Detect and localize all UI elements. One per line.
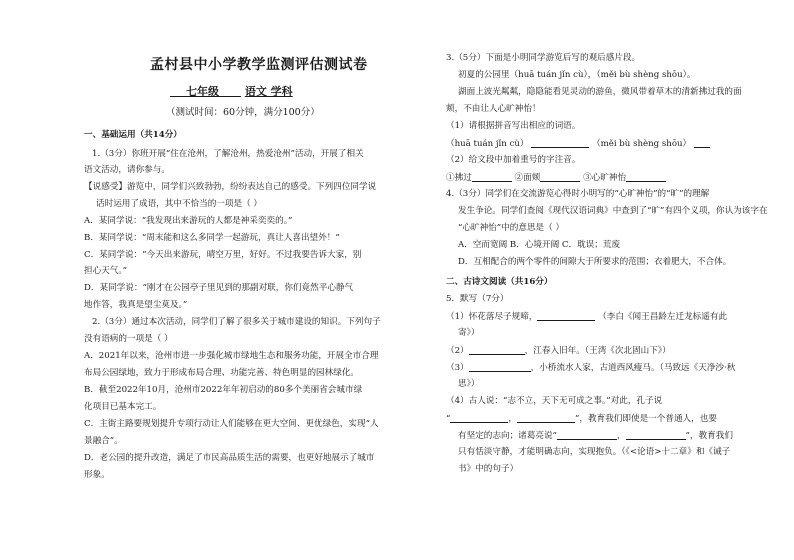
section1-heading: 一、基础运用（共14分）: [84, 130, 182, 140]
q3-line2: 初夏的公园里（huā tuán jǐn cù），（měi bù shèng shōu）。: [458, 70, 696, 80]
poem1-blank[interactable]: [537, 311, 595, 321]
q2-line1: 2.（3分）通过本次活动，同学们了解了很多关于城市建设的知识。下列句子: [92, 317, 381, 327]
subject-label: 语文 学科: [244, 85, 293, 98]
poem3-blank[interactable]: [469, 362, 531, 372]
poem2-blank[interactable]: [469, 345, 525, 355]
poem4-line1: （4）古人说：“志不立，天下无可成之事。”对此，孔子说: [446, 396, 663, 406]
poem3-source-end: 思》）: [458, 379, 480, 389]
q3-notation-line: [446, 172, 666, 184]
q1-line3: 【说感受】游览中，同学们兴致勃勃，纷纷表达自己的感受。下列四位同学说: [84, 182, 377, 192]
q1-option-b: B．某同学说：“周末能和这么多同学一起游玩，真让人喜出望外！”: [84, 233, 340, 243]
q4-line3: “心旷神怡”中的意思是（ ）: [458, 223, 565, 233]
q4-option-d: D．互相配合的两个零件的间隙大于所要求的范围；衣着肥大，不合体。: [458, 257, 732, 267]
q4-line1: 4.（3分）同学们在交流游览心得时小明写的“心旷神怡”的“旷”的理解: [446, 189, 710, 199]
poem4-line3: 有坚定的志向；诸葛亮说“ ， ”，教育我们: [458, 431, 733, 441]
q2-option-c-line1: C．主街主路要规划提升专项行动让人们能够在更大空间、更优绿色，实现“人: [84, 419, 379, 429]
poem3-text: ，小桥流水人家，古道西风瘦马。（马致远《天净沙·秋: [530, 363, 736, 373]
notation-2: ②面颊: [514, 173, 541, 183]
q2-option-b-line1: B．截至2022年10月，沧州市2022年年初启动的80多个美丽省会城市绿: [84, 385, 363, 395]
q2-line2: 没有语病的一项是（ ）: [84, 334, 173, 344]
q3-sub1: （1）请根据拼音写出相应的词语。: [446, 121, 581, 131]
grade-subject-line: [170, 86, 293, 97]
pinyin2-answer-blank[interactable]: [694, 138, 710, 148]
notation-1-blank[interactable]: [472, 172, 512, 182]
poem4-blank-1[interactable]: [450, 413, 508, 423]
grade-blank-post[interactable]: [219, 87, 241, 97]
q2-option-a-line1: A．2021年以来，沧州市进一步强化城市绿地生态和服务功能，开展全市合理: [84, 351, 379, 361]
poem4-line4: 只有恬淡守静，才能明确志向，实现抱负。（《<论语>十二章》和《诫子: [458, 447, 731, 457]
q3-line4: 颊，不由让人心旷神怡！: [446, 104, 541, 114]
notation-3: ③心旷神怡: [583, 173, 627, 183]
q2-option-a-line2: 布局公园绿地，致力于形成布局合理、功能完善、特色明显的园林绿化。: [84, 368, 360, 378]
q1-option-d-line2: 地作答，我真是望尘莫及。”: [84, 300, 188, 310]
q2-option-d-line2: 形象。: [84, 470, 110, 480]
q1-line1: 1.（3分）你班开展“住在沧州，了解沧州，热爱沧州”活动，开展了相关: [92, 149, 364, 159]
q1-option-c-line2: 担心天气。”: [84, 266, 128, 276]
poem4-line5: 书》中的句子）: [458, 464, 519, 474]
pinyin1: （huā tuán jǐn cù）: [446, 139, 529, 149]
pinyin1-answer-blank[interactable]: [531, 138, 589, 148]
q5-heading: 5．默写（7分）: [446, 294, 509, 304]
q3-line3: 湖面上波光粼粼，隐隐能看见灵动的游鱼，微风带着草木的清新拂过我的面: [458, 87, 742, 97]
poem1-source: （李白《闻王昌龄左迁龙标遥有此: [598, 312, 728, 322]
q2-option-c-line2: 景融合”。: [84, 436, 123, 446]
pinyin2: （měi bù shèng shōu）: [592, 139, 692, 149]
poem1-line: [446, 311, 727, 323]
poem4-line2: “ ， ”，教育我们即使是一个普通人，也要: [446, 414, 717, 424]
q4-options-abc: A．空而宽阔 B．心境开阔 C．耽误；荒废: [458, 240, 621, 250]
grade-label: 七年级: [186, 85, 219, 98]
poem2-text: ，江春入旧年。（王湾《次北固山下》）: [524, 346, 671, 356]
poem1-source-end: 寄》）: [458, 328, 480, 338]
q1-line2: 语文活动，请你参与。: [84, 165, 170, 175]
q3-line1: 3.（5分）下面是小明同学游览后写的观后感片段。: [446, 53, 641, 63]
poem4-blank-2[interactable]: [517, 413, 575, 423]
q1-option-c-line1: C．某同学说：“今天出来游玩，晴空万里，好好。不过我要告诉大家，别: [84, 250, 362, 260]
grade-blank-pre[interactable]: [170, 87, 186, 97]
notation-1: ①拂过: [446, 173, 472, 183]
notation-2-blank[interactable]: [540, 172, 580, 182]
poem4-blank-3[interactable]: [557, 430, 617, 440]
q2-option-d-line1: D．老公园的提升改造，满足了市民高品质生活的需要，也更好地展示了城市: [84, 453, 375, 463]
q3-sub2: （2）给文段中加着重号的字注音。: [446, 155, 581, 165]
poem4-blank-4[interactable]: [626, 430, 686, 440]
exam-title: 孟村县中小学教学监测评估测试卷: [150, 57, 368, 73]
q2-option-b-line2: 化项目已基本完工。: [84, 402, 162, 412]
poem2-line: （2） ，江春入旧年。（王湾《次北固山下》）: [446, 346, 671, 356]
section2-heading: 二、古诗文阅读（共16分）: [446, 277, 553, 287]
q3-pinyin-line: [446, 138, 710, 150]
poem3-line: [446, 362, 735, 374]
q1-option-d-line1: D．某同学说：“刚才在公园亭子里见到的那副对联，你们竟然平心静气: [84, 283, 354, 293]
poem3-prefix: （3）: [446, 363, 469, 373]
poem1-prefix: （1）怀花落尽子规啼，: [446, 312, 538, 322]
time-info: （测试时间：60分钟，满分100分）: [166, 107, 320, 118]
notation-3-blank[interactable]: [626, 172, 666, 182]
q1-line4: 话时运用了成语，其中不恰当的一项是（ ）: [96, 199, 263, 209]
q4-line2: 发生争论。同学们查阅《现代汉语词典》中查到了“旷”有四个义项，你认为该字在: [458, 206, 768, 216]
q1-option-a: A．某同学说：“我发现出来游玩的人都是神采奕奕的。”: [84, 216, 293, 226]
